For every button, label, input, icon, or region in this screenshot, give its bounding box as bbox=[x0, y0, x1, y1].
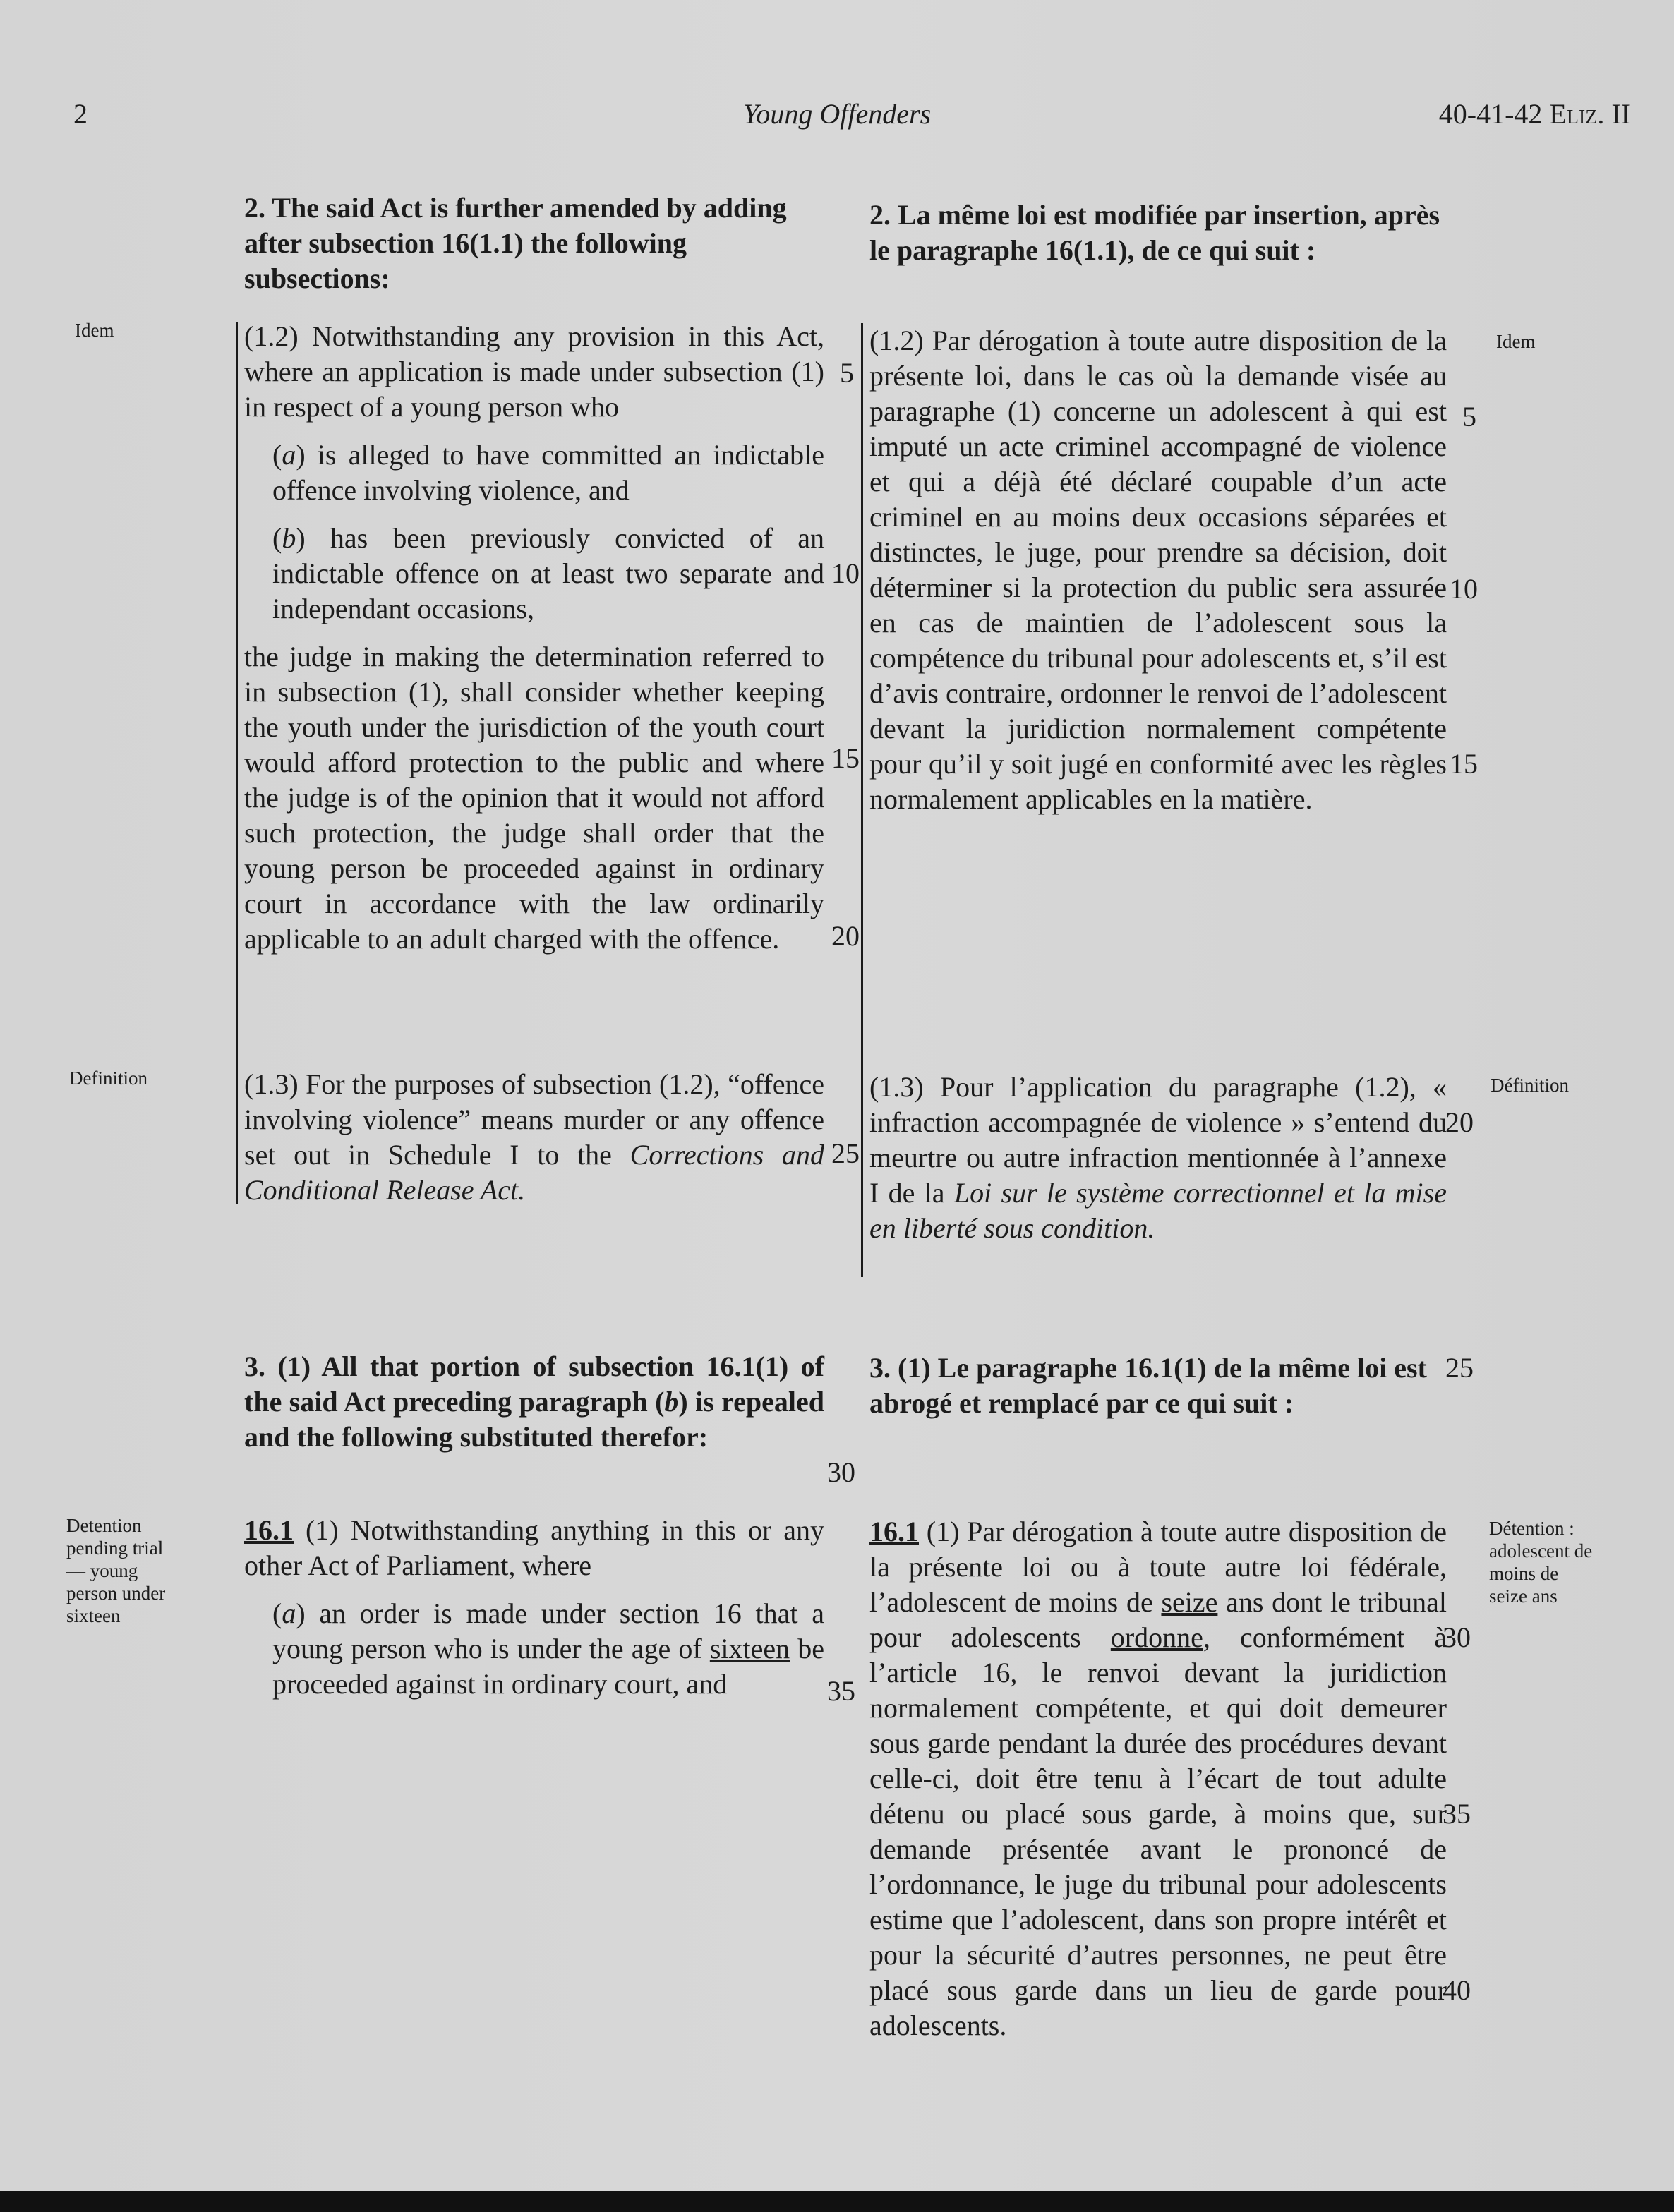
margin-note-line: sixteen bbox=[66, 1605, 121, 1626]
section-16-1-en-paragraph-a: (a) an order is made under section 16 that a young person who is under the age of sixteen be proceeded against in ordinary court, and bbox=[272, 1597, 824, 1700]
subsection-1-2-fr-text: (1.2) Par dérogation à toute autre disposition de la présente loi, dans le cas où la demande visée au paragraphe (1) concerne un adolescent à qui est imputé un acte criminel accompagné de violence et qui a déjà été déclaré coupable d’un acte criminel en au moins deux occasions séparées et distinctes, le juge, pour prendre sa décision, doit déterminer si la protection du public sera assurée en cas de maintien de l’adolescent sous la compétence du tribunal pour adolescents et, s’il est d’avis contraire, ordonner le renvoi de l’adolescent devant la juridiction normalement compétente pour qu’il y soit jugé en conformité avec les règles normalement applicables en la matière. bbox=[869, 325, 1447, 815]
section-16-1-en bbox=[244, 1513, 824, 1702]
margin-note-detention-fr bbox=[1489, 1517, 1592, 1607]
line-number-en: 10 bbox=[831, 557, 860, 589]
margin-note-detention-en bbox=[66, 1514, 165, 1627]
line-number-en: 5 bbox=[840, 357, 854, 389]
revision-bar-fr bbox=[861, 323, 863, 1277]
regnal-year-number: 40-41-42 bbox=[1438, 98, 1550, 130]
subsection-1-3-en-text: (1.3) For the purposes of subsection (1.2), “offence involving violence” means murder or any offence set out in Schedule I to the bbox=[244, 1068, 824, 1171]
margin-note-idem-en: Idem bbox=[75, 320, 114, 341]
paragraph-a-text: is alleged to have committed an indictable offence involving violence, and bbox=[272, 439, 824, 506]
line-number-en: 30 bbox=[827, 1456, 855, 1488]
margin-note-line: person under bbox=[66, 1583, 166, 1604]
margin-note-line: pending trial bbox=[66, 1537, 164, 1559]
section-2-heading-en: 2. The said Act is further amended by adding after subsection 16(1.1) the following subsections: bbox=[244, 192, 787, 294]
amended-word-sixteen: sixteen bbox=[709, 1633, 790, 1664]
paragraph-a-label: a bbox=[282, 439, 296, 471]
regnal-year bbox=[1439, 93, 1630, 135]
subsection-1-2-en-rest: the judge in making the determination referred to in subsection (1), shall consider whether keeping the youth under the jurisdiction of the youth court would afford protection to the public and where the judge is of the opinion that it would not afford such protection, the judge shall order that the young person be proceeded against in ordinary court in accordance with the law ordinarily applicable to an adult charged with the offence. bbox=[244, 641, 824, 955]
paragraph-b-label: b bbox=[282, 522, 296, 554]
margin-note-line: — young bbox=[66, 1560, 138, 1581]
margin-note-definition-en: Definition bbox=[69, 1068, 147, 1089]
scan-edge bbox=[0, 2191, 1674, 2212]
amended-word-ordonne: ordonne bbox=[1110, 1621, 1203, 1653]
margin-note-idem-fr: Idem bbox=[1496, 331, 1536, 352]
subsection-1-2-en-intro: (1.2) Notwithstanding any provision in this Act, where an application is made under subsection (1) in respect of a young person who bbox=[244, 320, 824, 423]
subsection-1-3-fr bbox=[869, 1070, 1447, 1246]
regnal-year-suffix: II bbox=[1604, 98, 1630, 130]
regnal-year-eliz: Eliz. bbox=[1549, 98, 1605, 130]
section-3-heading-en: 3. (1) All that portion of subsection 16.1(1) of the said Act preceding paragraph (b) is repealed and the following substituted therefor: bbox=[244, 1350, 824, 1453]
section-3-heading-fr: 3. (1) Le paragraphe 16.1(1) de la même loi est abrogé et remplacé par ce qui suit : bbox=[869, 1352, 1427, 1419]
section-2-heading-fr: 2. La même loi est modifiée par insertion, après le paragraphe 16(1.1), de ce qui suit : bbox=[869, 199, 1440, 266]
paragraph-b-en: (b) has been previously convicted of an indictable offence on at least two separate and independant occasions, bbox=[272, 522, 824, 624]
section-16-1-en-intro: (1) Notwithstanding anything in this or any other Act of Parliament, where bbox=[244, 1514, 824, 1581]
line-number-en: 35 bbox=[827, 1675, 855, 1707]
line-number-en: 25 bbox=[831, 1137, 860, 1169]
paragraph-a-en: (a) is alleged to have committed an indictable offence involving violence, and bbox=[272, 439, 824, 506]
margin-note-line: Détention : bbox=[1489, 1518, 1574, 1539]
line-number-fr: 20 bbox=[1445, 1106, 1474, 1138]
margin-note-definition-fr: Définition bbox=[1491, 1075, 1569, 1096]
margin-note-line: moins de bbox=[1489, 1563, 1559, 1584]
margin-note-line: adolescent de bbox=[1489, 1540, 1593, 1561]
line-number-fr: 35 bbox=[1443, 1798, 1471, 1830]
running-title: Young Offenders bbox=[742, 98, 932, 130]
line-number-fr: 30 bbox=[1443, 1621, 1471, 1653]
subsection-1-3-fr-text: (1.3) Pour l’application du paragraphe (1.2), « infraction accompagnée de violence » s’entend du meurtre ou autre infraction mentionnée à l’annexe I de la bbox=[869, 1071, 1447, 1209]
line-number-en: 15 bbox=[831, 742, 860, 774]
subsection-1-3-en-act-title: Corrections and Conditional Release Act. bbox=[244, 1139, 824, 1206]
line-number-fr: 25 bbox=[1445, 1352, 1474, 1384]
line-number-en: 20 bbox=[831, 920, 860, 952]
line-number-fr: 40 bbox=[1443, 1974, 1471, 2006]
subsection-1-2-en bbox=[244, 319, 824, 957]
margin-note-line: seize ans bbox=[1489, 1585, 1558, 1607]
margin-note-line: Detention bbox=[66, 1515, 142, 1536]
amended-word-seize: seize bbox=[1161, 1586, 1218, 1618]
revision-bar-en-2 bbox=[236, 1070, 238, 1204]
line-number-fr: 15 bbox=[1450, 748, 1478, 780]
line-number-fr: 10 bbox=[1450, 573, 1478, 605]
section-16-1-en-number: 16.1 bbox=[244, 1514, 294, 1546]
subsection-1-3-en bbox=[244, 1067, 824, 1208]
subsection-1-2-fr bbox=[869, 323, 1447, 817]
section-16-1-fr: 16.1 (1) Par dérogation à toute autre disposition de la présente loi ou à toute autre loi fédérale, l’adolescent de moins de seize ans dont le tribunal pour adolescents ordonne, conformément à l’article 16, le renvoi devant la juridiction normalement compétente, et qui doit demeurer sous garde pendant la durée des procédures devant celle-ci, doit être tenu à l’écart de tout adulte détenu ou placé sous garde, à moins que, sur demande présentée avant le prononcé de l’ordonnance, le juge du tribunal pour adolescents estime que l’adolescent, dans son propre intérêt et pour la sécurité d’autres personnes, ne peut être placé sous garde dans un lieu de garde pour adolescents. bbox=[869, 1516, 1447, 2041]
section-16-1-fr-number: 16.1 bbox=[869, 1516, 919, 1547]
subsection-1-3-fr-act-title: Loi sur le système correctionnel et la mise en liberté sous condition. bbox=[869, 1177, 1447, 1244]
page-number: 2 bbox=[73, 98, 88, 130]
line-number-fr: 5 bbox=[1462, 401, 1476, 433]
paragraph-b-text: has been previously convicted of an indictable offence on at least two separate and independant occasions, bbox=[272, 522, 824, 624]
